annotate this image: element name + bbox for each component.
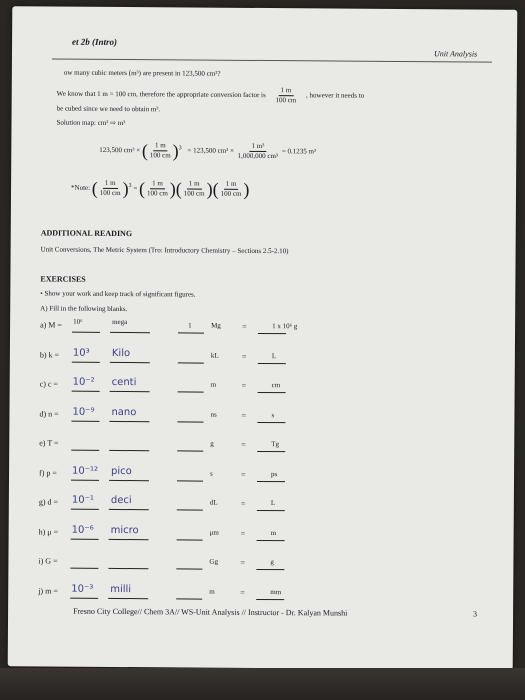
note-factor-num: 1 m	[103, 179, 118, 189]
right-unit: L	[270, 499, 276, 508]
prefix-name-blank[interactable]	[109, 479, 149, 480]
prefix-name: mega	[112, 317, 128, 327]
power-blank[interactable]	[72, 361, 100, 362]
question-line-2	[57, 85, 365, 106]
left-unit: ns	[210, 410, 217, 419]
note-factor-c-den: 100 cm	[220, 189, 242, 198]
left-quantity-blank[interactable]	[177, 421, 203, 422]
right-quantity-blank[interactable]	[257, 451, 285, 452]
equals-sign: =	[240, 528, 246, 538]
power-value: 10⁻¹²	[72, 465, 99, 477]
worksheet-page	[8, 6, 518, 670]
right-unit: 1 x 10⁶ g	[272, 322, 298, 331]
page-number: 3	[473, 609, 478, 619]
row-label: b) k =	[39, 349, 60, 360]
right-unit: mm	[270, 587, 282, 596]
right-quantity-blank[interactable]	[257, 480, 285, 481]
row-label: c) c =	[39, 379, 58, 389]
prefix-name-blank[interactable]	[109, 538, 149, 539]
right-unit: L	[271, 351, 277, 360]
right-quantity-blank[interactable]	[258, 392, 286, 393]
prefix-name: centi	[111, 376, 137, 389]
note-factor-a-den: 100 cm	[146, 189, 168, 198]
footer-text: Fresno City College// Chem 3A// WS-Unit Analysis // Instructor - Dr. Kalyan Munshi	[73, 606, 348, 618]
left-quantity-blank[interactable]	[177, 539, 203, 540]
left-quantity-blank[interactable]	[177, 450, 203, 451]
row-label: d) n =	[39, 408, 59, 419]
note-factor-b-num: 1 m	[187, 179, 202, 189]
right-unit: g	[270, 558, 274, 567]
right-quantity-blank[interactable]	[257, 539, 285, 540]
equation-factor-1	[148, 141, 173, 160]
prefix-name-blank[interactable]	[108, 597, 148, 598]
prefix-name-blank[interactable]	[108, 568, 148, 569]
left-quantity-blank[interactable]	[178, 391, 204, 392]
power-blank[interactable]	[72, 332, 100, 333]
conversion-factor	[273, 86, 298, 105]
equation-mid: = 123,500 cm³ ×	[187, 146, 234, 155]
section-title: Unit Analysis	[433, 49, 478, 59]
row-label: f) p =	[39, 467, 57, 478]
equals-sign: =	[241, 439, 246, 449]
left-unit: m	[209, 587, 215, 596]
equation-factor-2	[236, 142, 281, 161]
question-line-3: be cubed since we need to obtain m³.	[56, 104, 161, 114]
power-value: 10³	[72, 347, 90, 359]
power-blank[interactable]	[70, 597, 98, 598]
power-blank[interactable]	[72, 391, 100, 392]
left-unit: Gg	[209, 557, 219, 566]
left-unit: g	[210, 439, 214, 448]
left-unit: m	[210, 380, 217, 389]
equation-factor-1-den: 100 cm	[149, 151, 171, 160]
note-factor-a-num: 1 m	[150, 179, 165, 189]
equals-sign: =	[240, 587, 245, 597]
power-blank[interactable]	[71, 420, 99, 421]
note-p3-open: (	[212, 179, 219, 200]
prefix-name-blank[interactable]	[109, 420, 149, 421]
note-p2-open: (	[175, 178, 182, 199]
prefix-name-blank[interactable]	[109, 509, 149, 510]
note-open-paren: (	[91, 178, 98, 199]
equals-sign: =	[241, 469, 246, 479]
note-p3-close: )	[243, 179, 250, 200]
factor-numerator: 1 m	[279, 86, 294, 96]
background-surface	[0, 668, 525, 700]
prefix-name: micro	[110, 524, 139, 536]
open-paren: (	[141, 140, 148, 161]
power-value: 10⁻⁹	[72, 406, 95, 418]
right-unit: s	[271, 410, 275, 419]
note-p1-open: (	[138, 178, 146, 199]
note-exponent: 3	[128, 182, 132, 189]
right-unit: Tg	[271, 440, 280, 449]
right-quantity-blank[interactable]	[258, 333, 286, 334]
note-close-paren: )	[122, 178, 129, 199]
prefix-name-blank[interactable]	[110, 332, 150, 333]
row-label: j) m =	[38, 585, 58, 596]
note-equals: =	[133, 184, 138, 193]
left-unit: kL	[210, 351, 219, 360]
right-quantity-blank[interactable]	[257, 510, 285, 511]
note-factor-b	[182, 179, 207, 198]
question-line-2-text: We know that 1 m = 100 cm, therefore the appropriate conversion factor is	[56, 89, 266, 100]
power-blank[interactable]	[71, 479, 99, 480]
row-label: e) T =	[39, 438, 59, 448]
exercises-instruction: • Show your work and keep track of significant figures.	[40, 289, 196, 299]
prefix-name: Kilo	[111, 347, 131, 359]
right-quantity-blank[interactable]	[256, 569, 284, 570]
left-quantity: 1	[188, 321, 192, 330]
right-unit: m	[270, 528, 277, 537]
left-unit: Mg	[211, 321, 221, 330]
exercises-heading: EXERCISES	[40, 274, 86, 284]
power-value: 10⁻³	[71, 583, 94, 595]
row-label: h) μ =	[38, 526, 59, 537]
left-quantity-blank[interactable]	[177, 509, 203, 510]
left-quantity-blank[interactable]	[177, 480, 203, 481]
left-unit: μm	[209, 528, 219, 537]
power-value: 10⁶	[73, 317, 83, 326]
equation-factor-1-num: 1 m	[153, 141, 168, 151]
prefix-name: nano	[111, 406, 137, 418]
right-unit: ps	[271, 469, 278, 478]
prefix-name-blank[interactable]	[109, 450, 149, 451]
worksheet-title: et 2b (Intro)	[72, 36, 118, 47]
note-factor-c-num: 1 m	[224, 180, 239, 190]
row-label: a) M =	[40, 320, 62, 330]
note-label: *Note:	[71, 183, 91, 192]
power-blank[interactable]	[70, 568, 98, 569]
prefix-name-blank[interactable]	[110, 391, 150, 392]
note-equation	[71, 179, 250, 199]
row-label: g) d =	[38, 497, 59, 507]
equals-sign: =	[242, 321, 247, 331]
equation-factor-2-den: 1,000,000 cm³	[237, 151, 279, 161]
note-factor-den: 100 cm	[99, 188, 121, 198]
note-p1-close: )	[169, 178, 176, 199]
power-blank[interactable]	[71, 509, 99, 510]
power-value: 10⁻¹	[71, 494, 94, 506]
equation-result: = 0.1235 m³	[281, 147, 317, 156]
conversion-equation	[99, 141, 316, 162]
note-p2-close: )	[206, 179, 213, 200]
left-quantity-blank[interactable]	[176, 568, 202, 569]
right-quantity-blank[interactable]	[256, 598, 284, 599]
equals-sign: =	[240, 498, 246, 508]
left-quantity-blank[interactable]	[178, 332, 204, 333]
left-quantity-blank[interactable]	[178, 362, 204, 363]
note-factor-b-den: 100 cm	[183, 189, 205, 198]
power-blank[interactable]	[71, 538, 99, 539]
right-quantity-blank[interactable]	[258, 362, 286, 363]
question-line-1: ow many cubic meters (m³) are present in 123,500 cm³?	[63, 68, 221, 78]
solution-map: Solution map: cm³ ⇨ m³	[56, 118, 126, 128]
power-value: 10⁻²	[72, 376, 95, 388]
right-quantity-blank[interactable]	[257, 421, 285, 422]
right-unit: cm	[271, 381, 281, 390]
factor-denominator: 100 cm	[275, 96, 297, 105]
equals-sign: =	[241, 351, 247, 361]
equals-sign: =	[241, 380, 247, 390]
left-unit: s	[210, 469, 213, 478]
additional-reading-text: Unit Conversions, The Metric System (Tro: Introductory Chemistry – Sections 2.5-2.10)	[40, 245, 289, 256]
equation-exponent: 3	[178, 145, 182, 152]
part-a-instruction: A) Fill in the following blanks.	[40, 304, 128, 314]
additional-reading-heading: ADDITIONAL READING	[40, 228, 133, 239]
note-factor-a	[145, 179, 170, 198]
left-quantity-blank[interactable]	[176, 598, 202, 599]
power-blank[interactable]	[71, 450, 99, 451]
left-unit: dL	[209, 498, 218, 507]
equals-sign: =	[241, 410, 247, 420]
note-factor	[98, 179, 123, 198]
prefix-name: milli	[110, 583, 132, 595]
prefix-name: deci	[110, 494, 132, 507]
question-line-2-tail: , however it needs to	[306, 91, 365, 100]
prefix-name: pico	[111, 465, 132, 477]
power-value: 10⁻⁶	[71, 524, 94, 536]
row-label: i) G =	[38, 556, 58, 566]
note-factor-c	[219, 180, 244, 199]
prefix-name-blank[interactable]	[110, 361, 150, 362]
header-rule	[52, 59, 492, 63]
equals-sign: =	[240, 557, 245, 567]
equation-start: 123,500 cm³ ×	[99, 145, 141, 155]
equation-factor-2-num: 1 m³	[249, 142, 266, 152]
close-paren: )	[172, 140, 179, 161]
